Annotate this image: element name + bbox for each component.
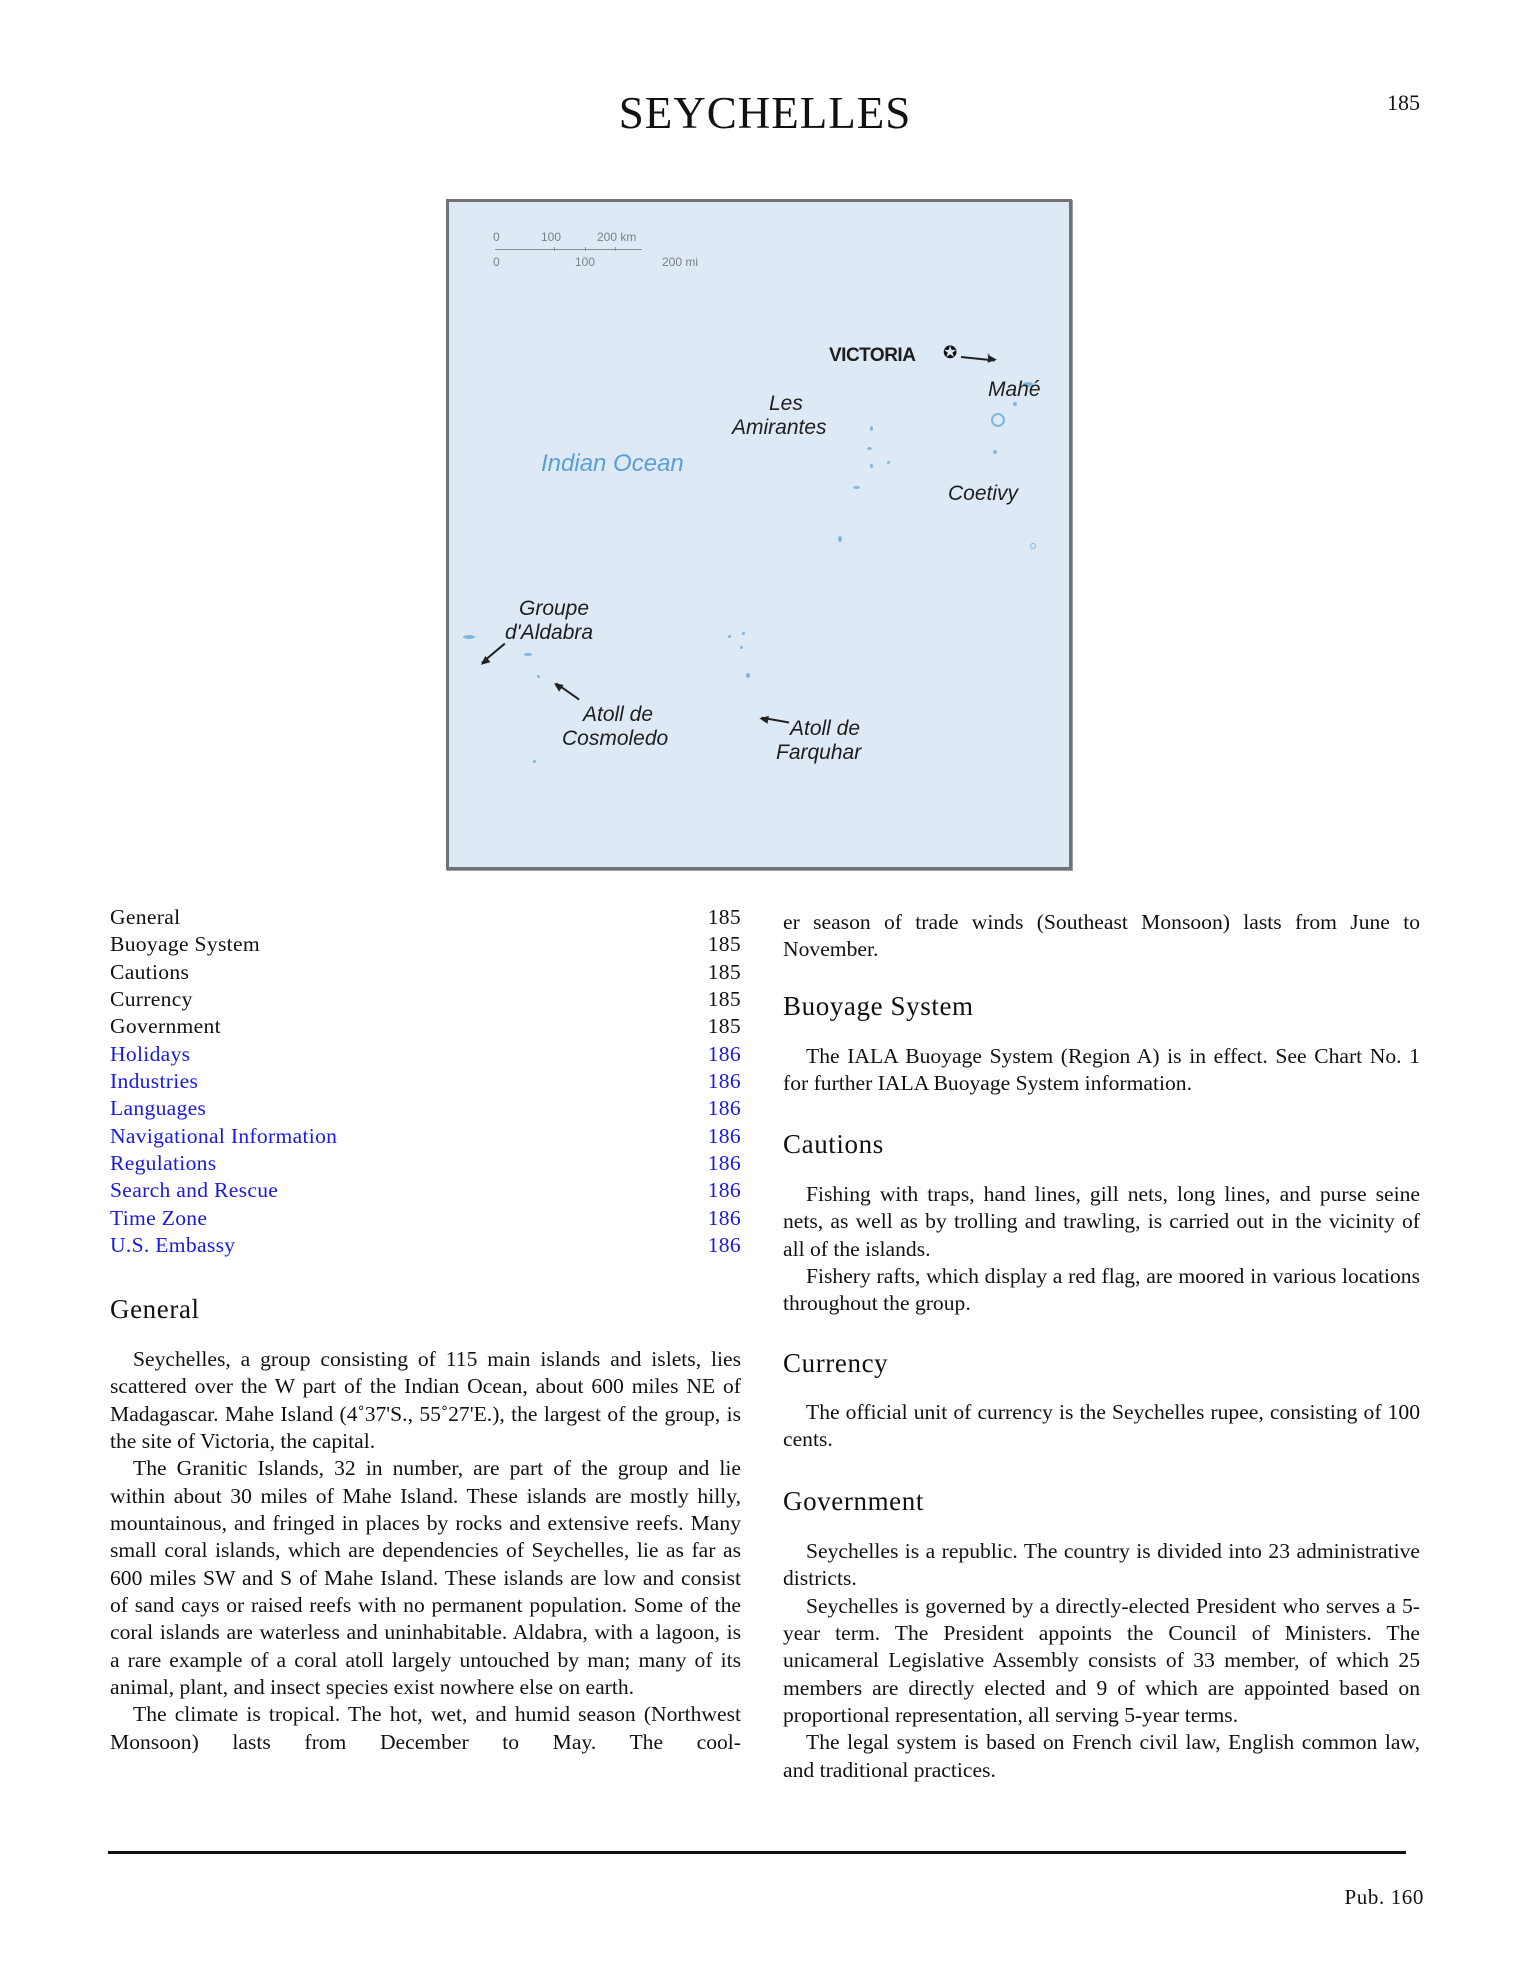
toc-link-regulations[interactable] bbox=[110, 1150, 741, 1177]
toc-page: 185 bbox=[707, 1014, 741, 1039]
section-body-general bbox=[110, 1346, 741, 1756]
toc-label: U.S. Embassy bbox=[110, 1233, 236, 1258]
toc-item-currency[interactable] bbox=[110, 986, 741, 1013]
island bbox=[887, 461, 890, 464]
toc-item-general[interactable] bbox=[110, 904, 741, 931]
coetivy-island bbox=[1030, 543, 1036, 549]
toc-page: 185 bbox=[707, 959, 741, 984]
island bbox=[993, 450, 997, 454]
scale-km-200: 200 km bbox=[597, 230, 637, 244]
paragraph: er season of trade winds (Southeast Monsoon) lasts from June to November. bbox=[783, 910, 1420, 962]
paragraph: The Granitic Islands, 32 in number, are part of the group and lie within about 30 miles of Mahe Island. These islands are mostly hilly, mountainous, and fringed in places by rocks and extensive reefs. Many small coral islands, which are dependencies of Seychelles, lie as far as 600 miles SW and S of Mahe Island. These islands are low and consist of sand cays or raised reefs with no permanent population. Some of the coral islands are waterless and uninhabitable. Aldabra, with a lagoon, is a rare example of a coral atoll largely untouched by man; many of its animal, plant, and insect species exist nowhere else on earth. bbox=[110, 1456, 741, 1700]
paragraph: Fishing with traps, hand lines, gill nets, long lines, and purse seine nets, as well as by trolling and trawling, is carried out in the vicinity of all of the islands. bbox=[783, 1182, 1420, 1261]
page-number: 185 bbox=[1387, 90, 1420, 115]
seychelles-map bbox=[446, 199, 1072, 870]
scale-mi-0: 0 bbox=[493, 255, 500, 269]
toc-label: Search and Rescue bbox=[110, 1178, 279, 1203]
toc-page: 186 bbox=[707, 1096, 741, 1121]
map-label-mahe: Mahé bbox=[988, 378, 1041, 401]
toc-item-buoyage-system[interactable] bbox=[110, 931, 741, 958]
paragraph: The IALA Buoyage System (Region A) is in effect. See Chart No. 1 for further IALA Buoyage System information. bbox=[783, 1044, 1420, 1096]
toc-page: 186 bbox=[707, 1069, 741, 1094]
footer-rule bbox=[108, 1851, 1406, 1854]
scale-tick bbox=[554, 247, 555, 251]
toc-label: Government bbox=[110, 1014, 221, 1039]
toc-page: 185 bbox=[707, 987, 741, 1012]
toc-label: Holidays bbox=[110, 1041, 191, 1066]
scale-line bbox=[495, 249, 642, 250]
scale-tick bbox=[585, 247, 586, 251]
cosmoledo-island bbox=[524, 653, 532, 656]
island bbox=[838, 536, 842, 542]
paragraph: The climate is tropical. The hot, wet, and humid season (Northwest Monsoon) lasts from December to May. The cool- bbox=[110, 1702, 741, 1754]
toc-label: Time Zone bbox=[110, 1205, 208, 1230]
toc-link-languages[interactable] bbox=[110, 1095, 741, 1122]
toc-label: Cautions bbox=[110, 959, 190, 984]
toc-item-cautions[interactable] bbox=[110, 959, 741, 986]
section-body-currency bbox=[783, 1399, 1420, 1454]
toc-link-industries[interactable] bbox=[110, 1068, 741, 1095]
map-label-atoll-cosmoledo-1: Atoll de bbox=[583, 703, 654, 726]
cosmoledo-arrow-icon bbox=[556, 683, 580, 700]
toc-label: Navigational Information bbox=[110, 1123, 338, 1148]
toc-link-us-embassy[interactable] bbox=[110, 1232, 741, 1259]
island bbox=[728, 635, 731, 638]
section-heading-government: Government bbox=[783, 1486, 924, 1516]
aldabra-island bbox=[463, 635, 475, 639]
island bbox=[870, 426, 873, 431]
paragraph: The official unit of currency is the Seychelles rupee, consisting of 100 cents. bbox=[783, 1400, 1420, 1452]
toc-link-navigational-information[interactable] bbox=[110, 1123, 741, 1150]
table-of-contents bbox=[110, 904, 741, 1259]
toc-label: Languages bbox=[110, 1096, 207, 1121]
toc-label: Regulations bbox=[110, 1151, 217, 1176]
section-body-cautions bbox=[783, 1181, 1420, 1318]
toc-page: 186 bbox=[707, 1233, 741, 1258]
section-heading-currency: Currency bbox=[783, 1348, 889, 1378]
paragraph: Fishery rafts, which display a red flag, are moored in various locations throughout the group. bbox=[783, 1264, 1420, 1316]
island bbox=[537, 675, 540, 678]
island bbox=[533, 760, 536, 763]
toc-page: 185 bbox=[707, 932, 741, 957]
island bbox=[740, 646, 743, 649]
toc-page: 186 bbox=[707, 1151, 741, 1176]
paragraph: Seychelles is a republic. The country is divided into 23 administrative districts. bbox=[783, 1539, 1420, 1591]
toc-label: Industries bbox=[110, 1069, 199, 1094]
map-label-coetivy: Coetivy bbox=[948, 482, 1019, 505]
scale-mi-200: 200 mi bbox=[662, 255, 699, 269]
toc-link-search-and-rescue[interactable] bbox=[110, 1177, 741, 1204]
scale-mi-100: 100 bbox=[575, 255, 596, 269]
section-heading-general: General bbox=[110, 1294, 200, 1324]
scale-tick bbox=[615, 247, 616, 251]
mahe-island bbox=[991, 413, 1005, 427]
section-heading-cautions: Cautions bbox=[783, 1129, 884, 1159]
section-body-general-continued bbox=[783, 909, 1420, 964]
map-label-groupe: Groupe bbox=[519, 597, 590, 620]
toc-page: 186 bbox=[707, 1041, 741, 1066]
toc-link-time-zone[interactable] bbox=[110, 1205, 741, 1232]
scale-km-100: 100 bbox=[541, 230, 562, 244]
section-body-buoyage-system bbox=[783, 1043, 1420, 1098]
toc-page: 186 bbox=[707, 1205, 741, 1230]
map-label-victoria: VICTORIA bbox=[829, 345, 916, 366]
toc-page: 186 bbox=[707, 1178, 741, 1203]
island bbox=[853, 486, 860, 489]
toc-item-government[interactable] bbox=[110, 1013, 741, 1040]
toc-label: Currency bbox=[110, 987, 193, 1012]
publication-number: Pub. 160 bbox=[1344, 1885, 1424, 1909]
paragraph: The legal system is based on French civil law, English common law, and traditional practices. bbox=[783, 1730, 1420, 1782]
toc-link-holidays[interactable] bbox=[110, 1041, 741, 1068]
map-label-les: Les bbox=[769, 392, 803, 415]
toc-page: 185 bbox=[707, 905, 741, 929]
toc-page: 186 bbox=[707, 1123, 741, 1148]
section-heading-buoyage-system: Buoyage System bbox=[783, 991, 974, 1021]
map-label-indian-ocean: Indian Ocean bbox=[541, 450, 684, 477]
capital-star-icon: ✪ bbox=[943, 343, 958, 363]
map-label-atoll-farquhar-1: Atoll de bbox=[790, 717, 861, 740]
island bbox=[867, 447, 872, 450]
paragraph: Seychelles, a group consisting of 115 main islands and islets, lies scattered over the W part of the Indian Ocean, about 600 miles NE of Madagascar. Mahe Island (4˚37'S., 55˚27'E.), the largest of the group, is the site of Victoria, the capital. bbox=[110, 1347, 741, 1454]
toc-label: Buoyage System bbox=[110, 932, 260, 957]
map-label-farquhar: Farquhar bbox=[776, 741, 862, 764]
farquhar-island bbox=[746, 673, 750, 678]
paragraph: Seychelles is governed by a directly-elected President who serves a 5-year term. The President appoints the Council of Ministers. The unicameral Legislative Assembly consists of 33 member, of which 25 members are directly elected and 9 of which are appointed based on proportional representation, all serving 5-year terms. bbox=[783, 1593, 1420, 1728]
island bbox=[870, 464, 873, 468]
farquhar-arrow-icon bbox=[761, 717, 789, 723]
section-body-government bbox=[783, 1538, 1420, 1784]
island bbox=[742, 632, 745, 635]
victoria-arrow-icon bbox=[961, 356, 995, 361]
map-label-cosmoledo: Cosmoledo bbox=[562, 727, 669, 750]
page-title: SEYCHELLES bbox=[618, 88, 912, 138]
aldabra-arrow-icon bbox=[482, 643, 506, 663]
map-label-amirantes: Amirantes bbox=[732, 416, 827, 439]
island bbox=[1013, 402, 1017, 406]
map-label-aldabra: d'Aldabra bbox=[505, 621, 594, 644]
toc-label: General bbox=[110, 905, 181, 929]
scale-km-0: 0 bbox=[493, 230, 500, 244]
